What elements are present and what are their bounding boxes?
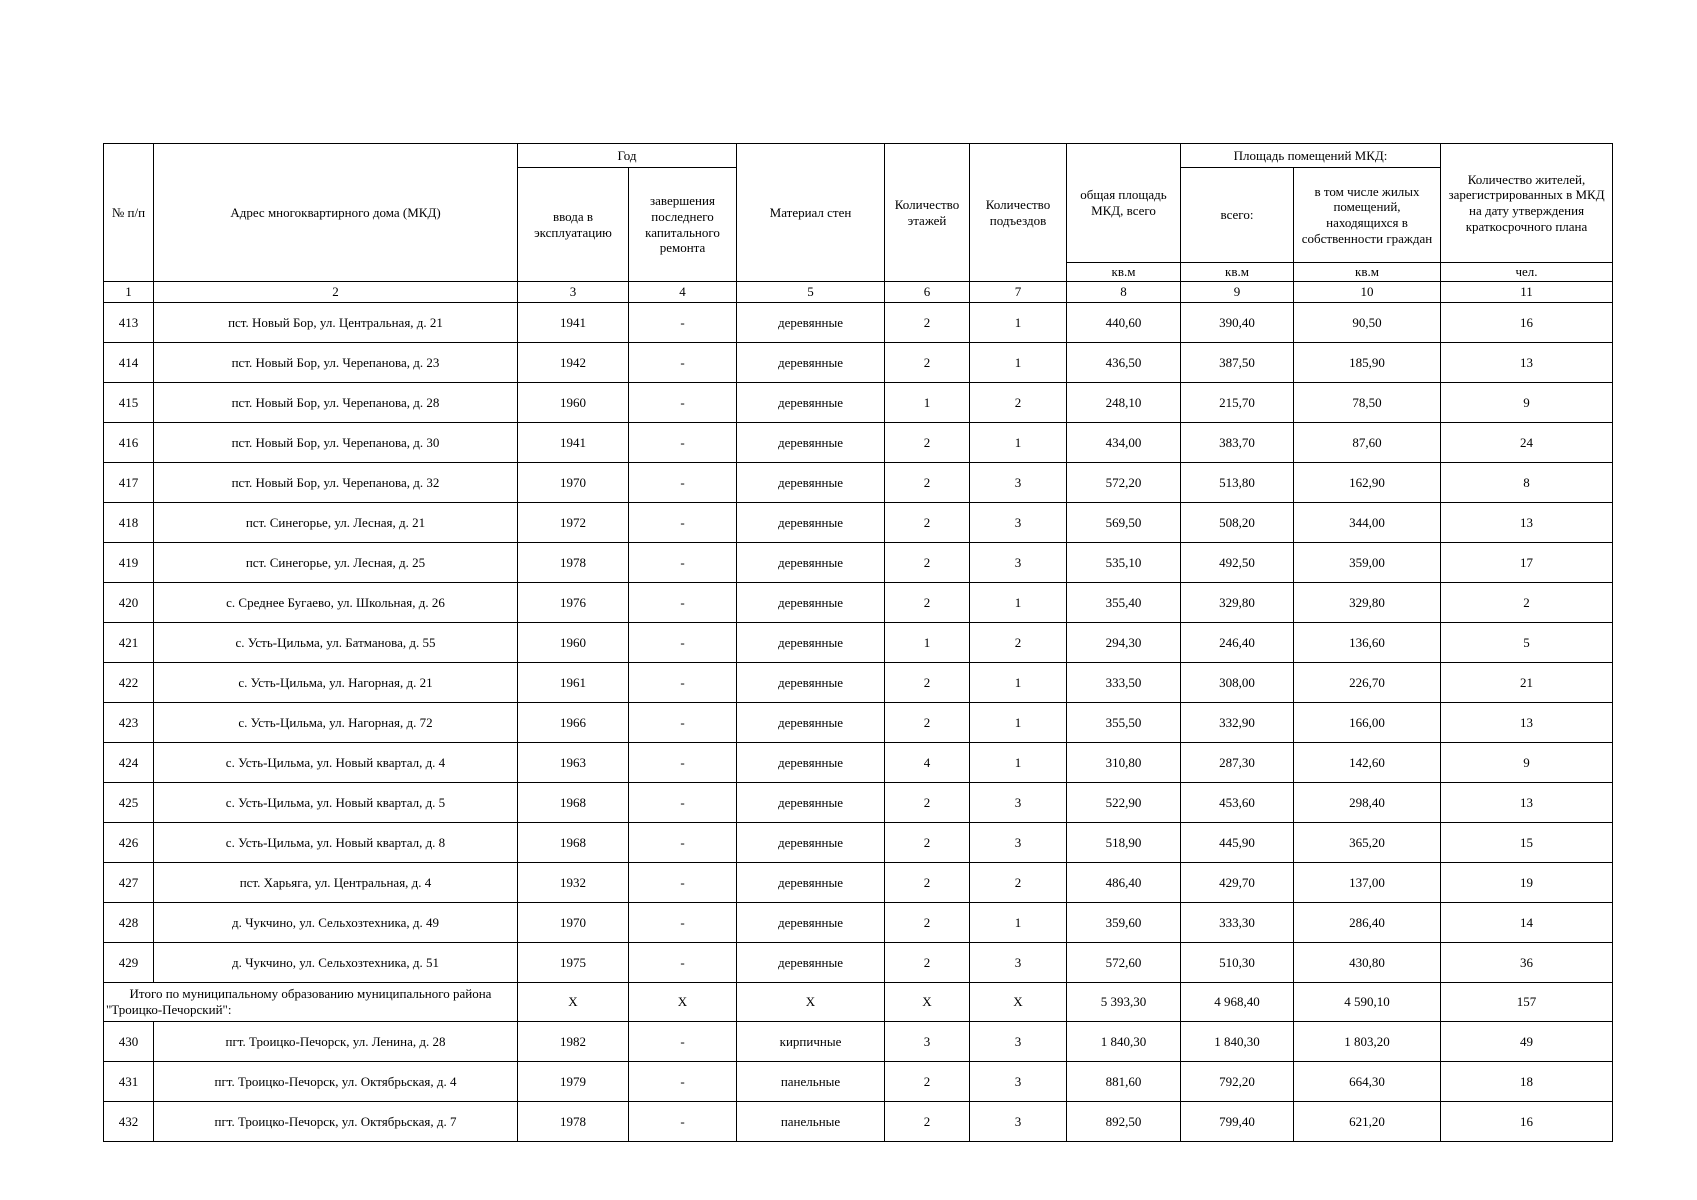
unit-area-citizens: кв.м	[1294, 263, 1441, 282]
row-entrances: 3	[970, 543, 1067, 583]
row-material: деревянные	[737, 423, 885, 463]
row-repair: -	[629, 823, 737, 863]
row-total-area: 355,40	[1067, 583, 1181, 623]
row-num: 431	[104, 1062, 154, 1102]
row-year: 1960	[518, 623, 629, 663]
table-row	[104, 903, 1613, 943]
row-area: 215,70	[1181, 383, 1294, 423]
row-residents: 13	[1441, 783, 1613, 823]
row-year: 1963	[518, 743, 629, 783]
row-address: пгт. Троицко-Печорск, ул. Ленина, д. 28	[154, 1022, 518, 1062]
row-repair: -	[629, 863, 737, 903]
row-address: пст. Синегорье, ул. Лесная, д. 25	[154, 543, 518, 583]
column-number: 8	[1067, 282, 1181, 303]
row-entrances: 1	[970, 903, 1067, 943]
row-residents: 8	[1441, 463, 1613, 503]
row-repair: -	[629, 1062, 737, 1102]
row-total-area: 881,60	[1067, 1062, 1181, 1102]
header-num: № п/п	[104, 144, 154, 282]
row-citizens-area: 1 803,20	[1294, 1022, 1441, 1062]
row-total-area: 355,50	[1067, 703, 1181, 743]
row-entrances: 3	[970, 503, 1067, 543]
row-area: 246,40	[1181, 623, 1294, 663]
row-year: 1941	[518, 303, 629, 343]
total-material: X	[737, 983, 885, 1022]
total-entrances: X	[970, 983, 1067, 1022]
row-floors: 2	[885, 863, 970, 903]
row-citizens-area: 344,00	[1294, 503, 1441, 543]
row-floors: 2	[885, 663, 970, 703]
row-num: 428	[104, 903, 154, 943]
row-floors: 2	[885, 503, 970, 543]
row-num: 420	[104, 583, 154, 623]
total-year: X	[518, 983, 629, 1022]
row-citizens-area: 365,20	[1294, 823, 1441, 863]
table-body	[104, 282, 1613, 1142]
row-citizens-area: 226,70	[1294, 663, 1441, 703]
row-floors: 1	[885, 623, 970, 663]
row-residents: 2	[1441, 583, 1613, 623]
row-floors: 2	[885, 1102, 970, 1142]
row-material: деревянные	[737, 583, 885, 623]
column-number: 11	[1441, 282, 1613, 303]
table-row	[104, 503, 1613, 543]
row-area: 287,30	[1181, 743, 1294, 783]
row-year: 1968	[518, 823, 629, 863]
row-address: с. Усть-Цильма, ул. Новый квартал, д. 8	[154, 823, 518, 863]
row-total-area: 486,40	[1067, 863, 1181, 903]
header-area-citizens: в том числе жилых помещений, находящихся в собственности граждан	[1294, 168, 1441, 263]
row-citizens-area: 430,80	[1294, 943, 1441, 983]
row-address: пгт. Троицко-Печорск, ул. Октябрьская, д. 7	[154, 1102, 518, 1142]
column-number: 1	[104, 282, 154, 303]
row-material: деревянные	[737, 543, 885, 583]
row-num: 419	[104, 543, 154, 583]
row-citizens-area: 90,50	[1294, 303, 1441, 343]
row-num: 414	[104, 343, 154, 383]
row-num: 423	[104, 703, 154, 743]
row-floors: 3	[885, 1022, 970, 1062]
table-row	[104, 1022, 1613, 1062]
row-area: 453,60	[1181, 783, 1294, 823]
row-address: с. Усть-Цильма, ул. Новый квартал, д. 4	[154, 743, 518, 783]
row-address: пгт. Троицко-Печорск, ул. Октябрьская, д. 4	[154, 1062, 518, 1102]
row-year: 1932	[518, 863, 629, 903]
row-entrances: 3	[970, 1022, 1067, 1062]
row-entrances: 2	[970, 863, 1067, 903]
row-year: 1941	[518, 423, 629, 463]
total-residents: 157	[1441, 983, 1613, 1022]
table-row	[104, 703, 1613, 743]
column-number: 4	[629, 282, 737, 303]
row-entrances: 3	[970, 463, 1067, 503]
row-area: 510,30	[1181, 943, 1294, 983]
row-year: 1970	[518, 463, 629, 503]
row-repair: -	[629, 383, 737, 423]
row-num: 427	[104, 863, 154, 903]
row-floors: 2	[885, 903, 970, 943]
row-entrances: 2	[970, 383, 1067, 423]
row-repair: -	[629, 423, 737, 463]
row-area: 492,50	[1181, 543, 1294, 583]
total-citizens: 4 590,10	[1294, 983, 1441, 1022]
row-address: с. Усть-Цильма, ул. Нагорная, д. 21	[154, 663, 518, 703]
row-repair: -	[629, 783, 737, 823]
row-year: 1972	[518, 503, 629, 543]
row-entrances: 1	[970, 663, 1067, 703]
row-year: 1976	[518, 583, 629, 623]
table-row	[104, 663, 1613, 703]
row-total-area: 572,60	[1067, 943, 1181, 983]
housing-table	[103, 143, 1613, 1142]
header-area-group: Площадь помещений МКД:	[1181, 144, 1441, 168]
row-repair: -	[629, 543, 737, 583]
row-total-area: 333,50	[1067, 663, 1181, 703]
header-floors: Количество этажей	[885, 144, 970, 282]
row-year: 1975	[518, 943, 629, 983]
row-residents: 18	[1441, 1062, 1613, 1102]
row-residents: 36	[1441, 943, 1613, 983]
row-area: 390,40	[1181, 303, 1294, 343]
row-citizens-area: 78,50	[1294, 383, 1441, 423]
table-row	[104, 1062, 1613, 1102]
row-repair: -	[629, 743, 737, 783]
row-floors: 2	[885, 423, 970, 463]
row-citizens-area: 142,60	[1294, 743, 1441, 783]
table-row	[104, 743, 1613, 783]
table-row	[104, 383, 1613, 423]
row-area: 308,00	[1181, 663, 1294, 703]
table-row	[104, 943, 1613, 983]
row-area: 445,90	[1181, 823, 1294, 863]
row-citizens-area: 621,20	[1294, 1102, 1441, 1142]
table-row	[104, 823, 1613, 863]
row-total-area: 359,60	[1067, 903, 1181, 943]
header-material: Материал стен	[737, 144, 885, 282]
row-address: пст. Новый Бор, ул. Черепанова, д. 28	[154, 383, 518, 423]
row-total-area: 572,20	[1067, 463, 1181, 503]
table-row	[104, 623, 1613, 663]
row-citizens-area: 162,90	[1294, 463, 1441, 503]
table-row	[104, 303, 1613, 343]
row-residents: 21	[1441, 663, 1613, 703]
row-citizens-area: 166,00	[1294, 703, 1441, 743]
row-material: деревянные	[737, 463, 885, 503]
column-number-row	[104, 282, 1613, 303]
row-residents: 9	[1441, 743, 1613, 783]
row-material: деревянные	[737, 743, 885, 783]
row-num: 421	[104, 623, 154, 663]
row-repair: -	[629, 1022, 737, 1062]
row-floors: 2	[885, 943, 970, 983]
table-row	[104, 343, 1613, 383]
header-year-group: Год	[518, 144, 737, 168]
row-residents: 17	[1441, 543, 1613, 583]
row-entrances: 1	[970, 583, 1067, 623]
header-area-all: всего:	[1181, 168, 1294, 263]
table-row	[104, 423, 1613, 463]
row-address: пст. Новый Бор, ул. Черепанова, д. 23	[154, 343, 518, 383]
header-year-built: ввода в эксплуатацию	[518, 168, 629, 282]
row-citizens-area: 286,40	[1294, 903, 1441, 943]
table-header	[104, 144, 1613, 282]
table-row	[104, 543, 1613, 583]
row-entrances: 2	[970, 623, 1067, 663]
row-repair: -	[629, 943, 737, 983]
row-floors: 2	[885, 303, 970, 343]
row-citizens-area: 329,80	[1294, 583, 1441, 623]
row-address: д. Чукчино, ул. Сельхозтехника, д. 51	[154, 943, 518, 983]
row-total-area: 1 840,30	[1067, 1022, 1181, 1062]
row-total-area: 892,50	[1067, 1102, 1181, 1142]
row-num: 415	[104, 383, 154, 423]
row-total-area: 535,10	[1067, 543, 1181, 583]
row-area: 792,20	[1181, 1062, 1294, 1102]
column-number: 6	[885, 282, 970, 303]
header-entrances: Количество подъездов	[970, 144, 1067, 282]
row-material: панельные	[737, 1102, 885, 1142]
row-total-area: 440,60	[1067, 303, 1181, 343]
row-entrances: 1	[970, 743, 1067, 783]
row-total-area: 518,90	[1067, 823, 1181, 863]
row-citizens-area: 87,60	[1294, 423, 1441, 463]
total-area: 4 968,40	[1181, 983, 1294, 1022]
total-total: 5 393,30	[1067, 983, 1181, 1022]
row-residents: 14	[1441, 903, 1613, 943]
unit-total-area: кв.м	[1067, 263, 1181, 282]
unit-residents: чел.	[1441, 263, 1613, 282]
row-repair: -	[629, 343, 737, 383]
row-citizens-area: 298,40	[1294, 783, 1441, 823]
row-year: 1978	[518, 543, 629, 583]
row-floors: 2	[885, 783, 970, 823]
row-material: деревянные	[737, 663, 885, 703]
row-entrances: 3	[970, 823, 1067, 863]
unit-area-all: кв.м	[1181, 263, 1294, 282]
row-citizens-area: 664,30	[1294, 1062, 1441, 1102]
row-residents: 5	[1441, 623, 1613, 663]
row-year: 1970	[518, 903, 629, 943]
row-floors: 2	[885, 463, 970, 503]
row-num: 413	[104, 303, 154, 343]
row-material: деревянные	[737, 783, 885, 823]
row-area: 387,50	[1181, 343, 1294, 383]
column-number: 3	[518, 282, 629, 303]
row-address: пст. Новый Бор, ул. Черепанова, д. 32	[154, 463, 518, 503]
row-entrances: 3	[970, 783, 1067, 823]
row-year: 1979	[518, 1062, 629, 1102]
table-row	[104, 1102, 1613, 1142]
total-repair: X	[629, 983, 737, 1022]
row-residents: 15	[1441, 823, 1613, 863]
row-repair: -	[629, 703, 737, 743]
row-area: 513,80	[1181, 463, 1294, 503]
row-num: 425	[104, 783, 154, 823]
row-material: деревянные	[737, 903, 885, 943]
table-row	[104, 583, 1613, 623]
row-floors: 2	[885, 823, 970, 863]
row-material: панельные	[737, 1062, 885, 1102]
row-residents: 16	[1441, 1102, 1613, 1142]
row-floors: 2	[885, 543, 970, 583]
row-entrances: 1	[970, 343, 1067, 383]
row-citizens-area: 137,00	[1294, 863, 1441, 903]
row-material: деревянные	[737, 343, 885, 383]
header-year-repair: завершения последнего капитального ремонта	[629, 168, 737, 282]
row-repair: -	[629, 503, 737, 543]
row-residents: 19	[1441, 863, 1613, 903]
row-year: 1942	[518, 343, 629, 383]
total-label: Итого по муниципальному образованию муниципального района "Троицко-Печорский":	[104, 983, 518, 1022]
row-year: 1961	[518, 663, 629, 703]
row-num: 430	[104, 1022, 154, 1062]
row-address: пст. Новый Бор, ул. Центральная, д. 21	[154, 303, 518, 343]
row-repair: -	[629, 623, 737, 663]
column-number: 2	[154, 282, 518, 303]
row-address: с. Усть-Цильма, ул. Батманова, д. 55	[154, 623, 518, 663]
row-floors: 1	[885, 383, 970, 423]
row-residents: 13	[1441, 703, 1613, 743]
row-address: с. Усть-Цильма, ул. Нагорная, д. 72	[154, 703, 518, 743]
header-total-area: общая площадь МКД, всего	[1067, 144, 1181, 263]
row-num: 426	[104, 823, 154, 863]
row-total-area: 248,10	[1067, 383, 1181, 423]
row-repair: -	[629, 303, 737, 343]
row-num: 417	[104, 463, 154, 503]
row-entrances: 3	[970, 1102, 1067, 1142]
row-area: 799,40	[1181, 1102, 1294, 1142]
row-repair: -	[629, 663, 737, 703]
row-address: пст. Новый Бор, ул. Черепанова, д. 30	[154, 423, 518, 463]
row-material: деревянные	[737, 703, 885, 743]
row-area: 429,70	[1181, 863, 1294, 903]
row-material: деревянные	[737, 303, 885, 343]
row-total-area: 436,50	[1067, 343, 1181, 383]
row-entrances: 1	[970, 703, 1067, 743]
row-residents: 16	[1441, 303, 1613, 343]
row-floors: 2	[885, 343, 970, 383]
row-address: пст. Синегорье, ул. Лесная, д. 21	[154, 503, 518, 543]
row-residents: 13	[1441, 503, 1613, 543]
row-repair: -	[629, 463, 737, 503]
row-citizens-area: 185,90	[1294, 343, 1441, 383]
row-num: 416	[104, 423, 154, 463]
row-floors: 4	[885, 743, 970, 783]
table-row	[104, 463, 1613, 503]
row-num: 432	[104, 1102, 154, 1142]
row-floors: 2	[885, 703, 970, 743]
row-repair: -	[629, 583, 737, 623]
column-number: 10	[1294, 282, 1441, 303]
row-residents: 9	[1441, 383, 1613, 423]
row-citizens-area: 136,60	[1294, 623, 1441, 663]
row-material: деревянные	[737, 383, 885, 423]
row-floors: 2	[885, 583, 970, 623]
total-row	[104, 983, 1613, 1022]
row-area: 508,20	[1181, 503, 1294, 543]
row-residents: 13	[1441, 343, 1613, 383]
row-material: деревянные	[737, 823, 885, 863]
header-residents: Количество жителей, зарегистрированных в МКД на дату утверждения краткосрочного плана	[1441, 144, 1613, 263]
row-repair: -	[629, 903, 737, 943]
row-repair: -	[629, 1102, 737, 1142]
row-year: 1982	[518, 1022, 629, 1062]
row-address: д. Чукчино, ул. Сельхозтехника, д. 49	[154, 903, 518, 943]
row-floors: 2	[885, 1062, 970, 1102]
row-year: 1968	[518, 783, 629, 823]
column-number: 5	[737, 282, 885, 303]
row-total-area: 294,30	[1067, 623, 1181, 663]
column-number: 7	[970, 282, 1067, 303]
row-entrances: 1	[970, 303, 1067, 343]
row-area: 329,80	[1181, 583, 1294, 623]
row-total-area: 569,50	[1067, 503, 1181, 543]
row-material: деревянные	[737, 623, 885, 663]
column-number: 9	[1181, 282, 1294, 303]
header-address: Адрес многоквартирного дома (МКД)	[154, 144, 518, 282]
row-material: деревянные	[737, 863, 885, 903]
row-citizens-area: 359,00	[1294, 543, 1441, 583]
row-area: 332,90	[1181, 703, 1294, 743]
row-num: 424	[104, 743, 154, 783]
row-entrances: 3	[970, 1062, 1067, 1102]
row-year: 1960	[518, 383, 629, 423]
row-address: с. Усть-Цильма, ул. Новый квартал, д. 5	[154, 783, 518, 823]
row-area: 383,70	[1181, 423, 1294, 463]
row-num: 422	[104, 663, 154, 703]
row-area: 1 840,30	[1181, 1022, 1294, 1062]
row-num: 429	[104, 943, 154, 983]
table-row	[104, 863, 1613, 903]
row-year: 1978	[518, 1102, 629, 1142]
row-material: кирпичные	[737, 1022, 885, 1062]
row-total-area: 434,00	[1067, 423, 1181, 463]
row-total-area: 310,80	[1067, 743, 1181, 783]
row-entrances: 3	[970, 943, 1067, 983]
row-num: 418	[104, 503, 154, 543]
row-address: пст. Харьяга, ул. Центральная, д. 4	[154, 863, 518, 903]
row-year: 1966	[518, 703, 629, 743]
row-material: деревянные	[737, 943, 885, 983]
row-residents: 49	[1441, 1022, 1613, 1062]
total-floors: X	[885, 983, 970, 1022]
row-total-area: 522,90	[1067, 783, 1181, 823]
row-material: деревянные	[737, 503, 885, 543]
table-row	[104, 783, 1613, 823]
row-entrances: 1	[970, 423, 1067, 463]
row-address: с. Среднее Бугаево, ул. Школьная, д. 26	[154, 583, 518, 623]
row-residents: 24	[1441, 423, 1613, 463]
row-area: 333,30	[1181, 903, 1294, 943]
